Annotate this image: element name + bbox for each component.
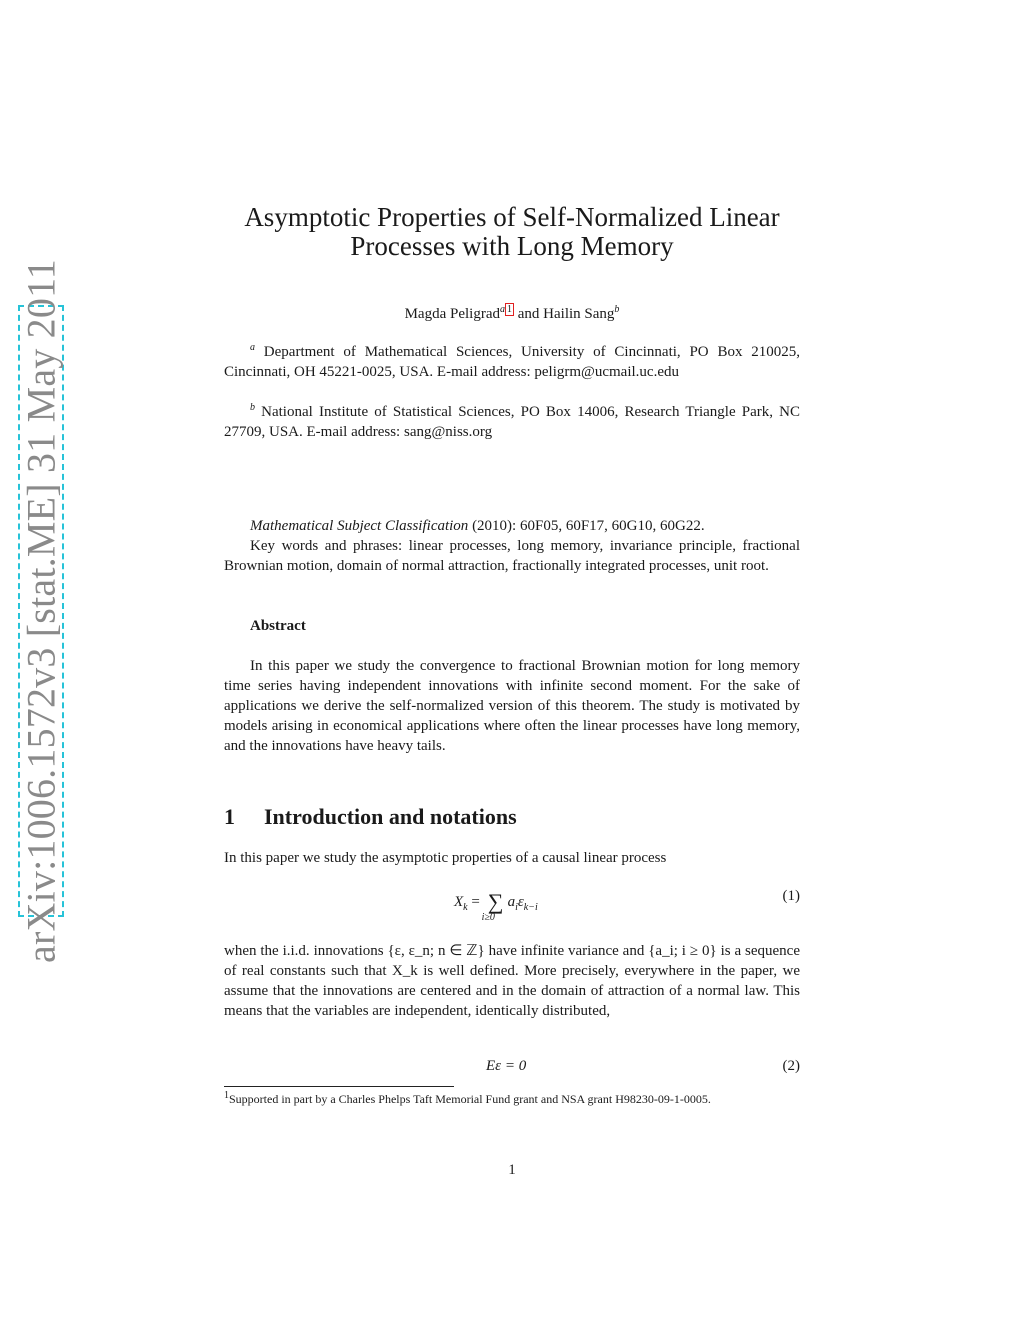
equation-2 <box>224 1058 800 1078</box>
author-2: Hailin Sang <box>543 306 615 322</box>
authors <box>224 305 800 323</box>
section-title: Introduction and notations <box>264 804 517 829</box>
footnote <box>224 1091 800 1108</box>
section-number: 1 <box>224 804 235 829</box>
title-line-1: Asymptotic Properties of Self-Normalized Linear <box>244 202 780 232</box>
affiliation-b-text: National Institute of Statistical Sciences, PO Box 14006, Research Triangle Park, NC 27709, USA. E-mail address: sang@niss.org <box>224 404 800 440</box>
page-number: 1 <box>508 1162 516 1178</box>
msc-codes: (2010): 60F05, 60F17, 60G10, 60G22. <box>468 518 705 534</box>
eq1-sum-sub: i≥0 <box>481 912 495 923</box>
affiliation-a <box>224 342 800 382</box>
footnote-text: Supported in part by a Charles Phelps Taft Memorial Fund grant and NSA grant H98230-09-1-0005. <box>229 1092 711 1106</box>
equation-1-number: (1) <box>782 888 800 904</box>
affiliation-b <box>224 402 800 442</box>
eq1-lhs: X <box>454 894 464 910</box>
footnote-ref-1[interactable]: 1 <box>506 304 512 315</box>
paper-title <box>190 203 834 261</box>
eq1-rhs: a <box>507 894 516 910</box>
eq1-equals: = <box>467 894 484 910</box>
eq1-rhs2: ε <box>517 894 524 910</box>
affiliation-b-mark: b <box>250 402 255 413</box>
intro-line: In this paper we study the asymptotic properties of a causal linear process <box>224 850 667 866</box>
affiliation-a-text: Department of Mathematical Sciences, University of Cincinnati, PO Box 210025, Cincinnati, OH 45221-0025, USA. E-mail address: peligrm@ucmail.uc.edu <box>224 344 800 380</box>
abstract-heading: Abstract <box>250 618 306 634</box>
title-line-2: Processes with Long Memory <box>350 231 674 261</box>
equation-1-body <box>454 886 538 923</box>
abstract-text: In this paper we study the convergence to fractional Brownian motion for long memory time series having independent innovations with infinite second moment. For the sake of applications we derive the self-normalized version of this theorem. The study is motivated by models arising in economical applications where often the linear processes have long memory, and the innovations have heavy tails. <box>224 658 800 754</box>
author-2-affil: b <box>614 304 620 315</box>
author-1-affil: a <box>499 304 505 315</box>
eq1-sum: ∑ <box>487 889 504 914</box>
msc-classification <box>224 516 800 536</box>
equation-2-number: (2) <box>782 1058 800 1074</box>
affiliation-a-mark: a <box>250 342 255 353</box>
footnote-mark: 1 <box>224 1090 229 1101</box>
arxiv-stamp[interactable]: arXiv:1006.1572v3 [stat.ME] 31 May 2011 <box>18 258 64 964</box>
authors-and: and <box>513 306 544 322</box>
paragraph-2: when the i.i.d. innovations {ε, ε_n; n ∈ ℤ} have infinite variance and {a_i; i ≥ 0} is a sequence of real constants such that X_k is well defined. More precisely, everywhere in the paper, we assume that the innovations are centered and in the domain of attraction of a normal law. This means that the variables are independent, identically distributed, <box>224 943 800 1019</box>
section-heading <box>224 804 517 830</box>
eq1-lhs-sub: k <box>463 902 468 913</box>
equation-1 <box>224 880 800 926</box>
keywords: Key words and phrases: linear processes, long memory, invariance principle, fractional Brownian motion, domain of normal attraction, fractionally integrated processes, unit root. <box>224 538 800 574</box>
eq1-rhs-sub1: i <box>515 902 518 913</box>
author-1: Magda Peligrad <box>404 306 500 322</box>
eq1-rhs-sub2: k−i <box>523 902 538 913</box>
msc-label: Mathematical Subject Classification <box>250 518 469 534</box>
equation-2-body: Eε = 0 <box>486 1058 527 1074</box>
footnote-rule <box>224 1086 454 1087</box>
